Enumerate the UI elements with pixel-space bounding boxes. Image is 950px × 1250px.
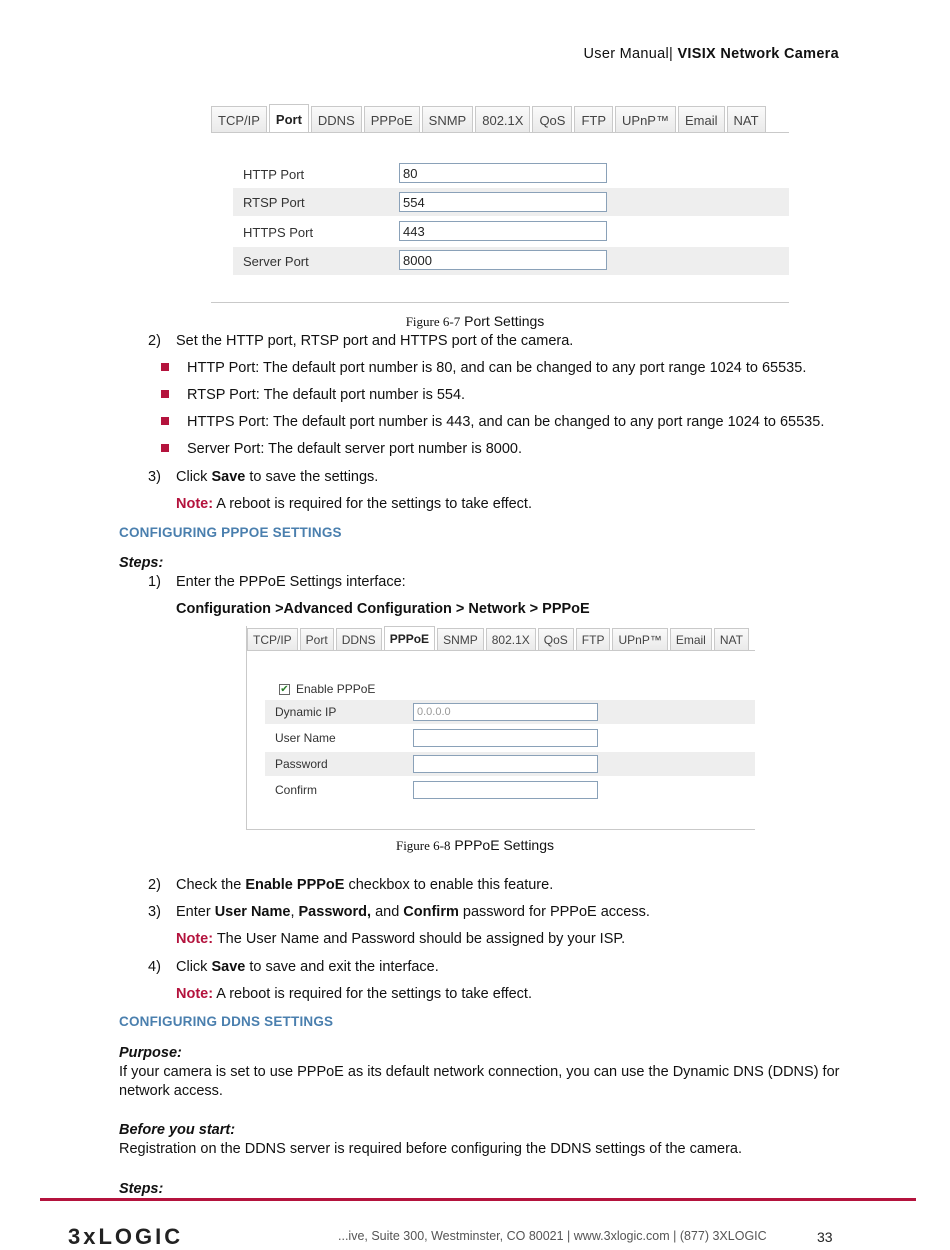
tab-tcpip[interactable]: TCP/IP xyxy=(211,106,267,133)
fig2-caption xyxy=(0,837,950,854)
page-number: 33 xyxy=(817,1229,833,1245)
steps-label-2: Steps: xyxy=(119,1181,164,1197)
fig1-tab-underline xyxy=(211,132,789,133)
dynamic-ip-input[interactable]: 0.0.0.0 xyxy=(413,703,598,721)
pppoe-step-1-text: Enter the PPPoE Settings interface: xyxy=(176,574,406,590)
confirm-input[interactable] xyxy=(413,781,598,799)
password-input[interactable] xyxy=(413,755,598,773)
company-logo: 3xLOGIC xyxy=(68,1224,184,1249)
tab-email[interactable]: Email xyxy=(670,628,712,651)
step-3-text: Click Save to save the settings. xyxy=(176,469,379,485)
tab-snmp[interactable]: SNMP xyxy=(422,106,474,133)
rtsp-port-input[interactable]: 554 xyxy=(399,192,607,212)
bullet-marker xyxy=(161,390,169,398)
rtsp-port-label: RTSP Port xyxy=(243,194,305,210)
step-2-text: Set the HTTP port, RTSP port and HTTPS port of the camera. xyxy=(176,333,574,349)
tab-8021x[interactable]: 802.1X xyxy=(486,628,536,651)
steps-label: Steps: xyxy=(119,555,164,571)
page-header xyxy=(584,46,839,62)
fig1-tab-bar xyxy=(211,104,768,132)
tab-upnp[interactable]: UPnP™ xyxy=(615,106,676,133)
tab-snmp[interactable]: SNMP xyxy=(437,628,484,651)
tab-qos[interactable]: QoS xyxy=(538,628,574,651)
bullet-marker xyxy=(161,444,169,452)
tab-port[interactable]: Port xyxy=(269,104,309,133)
https-port-input[interactable]: 443 xyxy=(399,221,607,241)
tab-tcpip[interactable]: TCP/IP xyxy=(247,628,298,651)
enable-pppoe-label: Enable PPPoE xyxy=(296,682,376,696)
pppoe-step-2-text: Check the Enable PPPoE checkbox to enable this feature. xyxy=(176,877,554,893)
note-2: Note: The User Name and Password should be assigned by your ISP. xyxy=(176,931,626,947)
before-text: Registration on the DDNS server is required before configuring the DDNS settings of the camera. xyxy=(119,1141,742,1157)
pppoe-step-3-text: Enter User Name, Password, and Confirm password for PPPoE access. xyxy=(176,904,650,920)
pppoe-step-4-text: Click Save to save and exit the interface. xyxy=(176,959,439,975)
step-3-num: 3) xyxy=(148,469,161,485)
tab-ftp[interactable]: FTP xyxy=(576,628,611,651)
tab-upnp[interactable]: UPnP™ xyxy=(612,628,667,651)
purpose-label: Purpose: xyxy=(119,1045,182,1061)
pppoe-step-4-num: 4) xyxy=(148,959,161,975)
fig1-bottom-line xyxy=(211,302,789,303)
header-prefix: User Manual| xyxy=(583,46,674,62)
bullet-rtsp: RTSP Port: The default port number is 554. xyxy=(187,387,466,403)
fig1-caption-text: Port Settings xyxy=(464,313,545,329)
server-port-input[interactable]: 8000 xyxy=(399,250,607,270)
tab-ddns[interactable]: DDNS xyxy=(311,106,362,133)
password-label: Password xyxy=(275,757,328,771)
pppoe-menu-path: Configuration >Advanced Configuration > Network > PPPoE xyxy=(176,601,590,617)
fig2-caption-text: PPPoE Settings xyxy=(454,837,555,853)
user-name-input[interactable] xyxy=(413,729,598,747)
footer-address: ...ive, Suite 300, Westminster, CO 80021 | www.3xlogic.com | (877) 3XLOGIC xyxy=(338,1229,767,1243)
tab-nat[interactable]: NAT xyxy=(714,628,749,651)
dynamic-ip-label: Dynamic IP xyxy=(275,705,337,719)
note-3: Note: A reboot is required for the settings to take effect. xyxy=(176,986,532,1002)
header-title: VISIX Network Camera xyxy=(677,46,839,62)
note-1: Note: A reboot is required for the settings to take effect. xyxy=(176,496,532,512)
pppoe-settings-figure xyxy=(246,626,755,830)
tab-8021x[interactable]: 802.1X xyxy=(475,106,530,133)
before-label: Before you start: xyxy=(119,1122,236,1138)
note-label: Note: xyxy=(176,496,214,512)
pppoe-step-3-num: 3) xyxy=(148,904,161,920)
https-port-label: HTTPS Port xyxy=(243,224,314,240)
fig1-caption-num: Figure 6-7 xyxy=(405,314,461,329)
tab-ddns[interactable]: DDNS xyxy=(336,628,382,651)
bullet-http: HTTP Port: The default port number is 80, and can be changed to any port range 1024 to 65535. xyxy=(187,360,807,376)
tab-qos[interactable]: QoS xyxy=(532,106,572,133)
http-port-input[interactable]: 80 xyxy=(399,163,607,183)
section-ddns-heading: CONFIGURING DDNS SETTINGS xyxy=(119,1014,334,1029)
pppoe-step-2-num: 2) xyxy=(148,877,161,893)
tab-ftp[interactable]: FTP xyxy=(574,106,613,133)
tab-email[interactable]: Email xyxy=(678,106,725,133)
tab-pppoe[interactable]: PPPoE xyxy=(384,626,435,651)
bullet-server: Server Port: The default server port number is 8000. xyxy=(187,441,523,457)
enable-pppoe-checkbox[interactable]: ✔ xyxy=(280,683,289,695)
http-port-label: HTTP Port xyxy=(243,166,305,182)
step-2-num: 2) xyxy=(148,333,161,349)
fig2-tab-underline xyxy=(247,650,755,651)
tab-nat[interactable]: NAT xyxy=(727,106,766,133)
port-settings-figure xyxy=(211,104,789,304)
note-label: Note: xyxy=(176,986,214,1002)
confirm-label: Confirm xyxy=(275,783,318,797)
tab-pppoe[interactable]: PPPoE xyxy=(364,106,420,133)
enable-pppoe-row xyxy=(279,679,375,699)
purpose-text-line-1: If your camera is set to use PPPoE as its default network connection, you can use the Dynamic DNS (DDNS) for xyxy=(119,1064,840,1080)
footer-rule xyxy=(40,1198,916,1201)
bullet-marker xyxy=(161,363,169,371)
note-label: Note: xyxy=(176,931,214,947)
server-port-label: Server Port xyxy=(243,253,309,269)
fig1-caption xyxy=(0,313,950,330)
bullet-https: HTTPS Port: The default port number is 443, and can be changed to any port range 1024 to 65535. xyxy=(187,414,825,430)
tab-port[interactable]: Port xyxy=(300,628,334,651)
purpose-text-line-2: network access. xyxy=(119,1083,223,1099)
section-pppoe-heading: CONFIGURING PPPOE SETTINGS xyxy=(119,525,342,540)
bullet-marker xyxy=(161,417,169,425)
fig2-caption-num: Figure 6-8 xyxy=(395,838,451,853)
user-name-label: User Name xyxy=(275,731,336,745)
pppoe-step-1-num: 1) xyxy=(148,574,161,590)
